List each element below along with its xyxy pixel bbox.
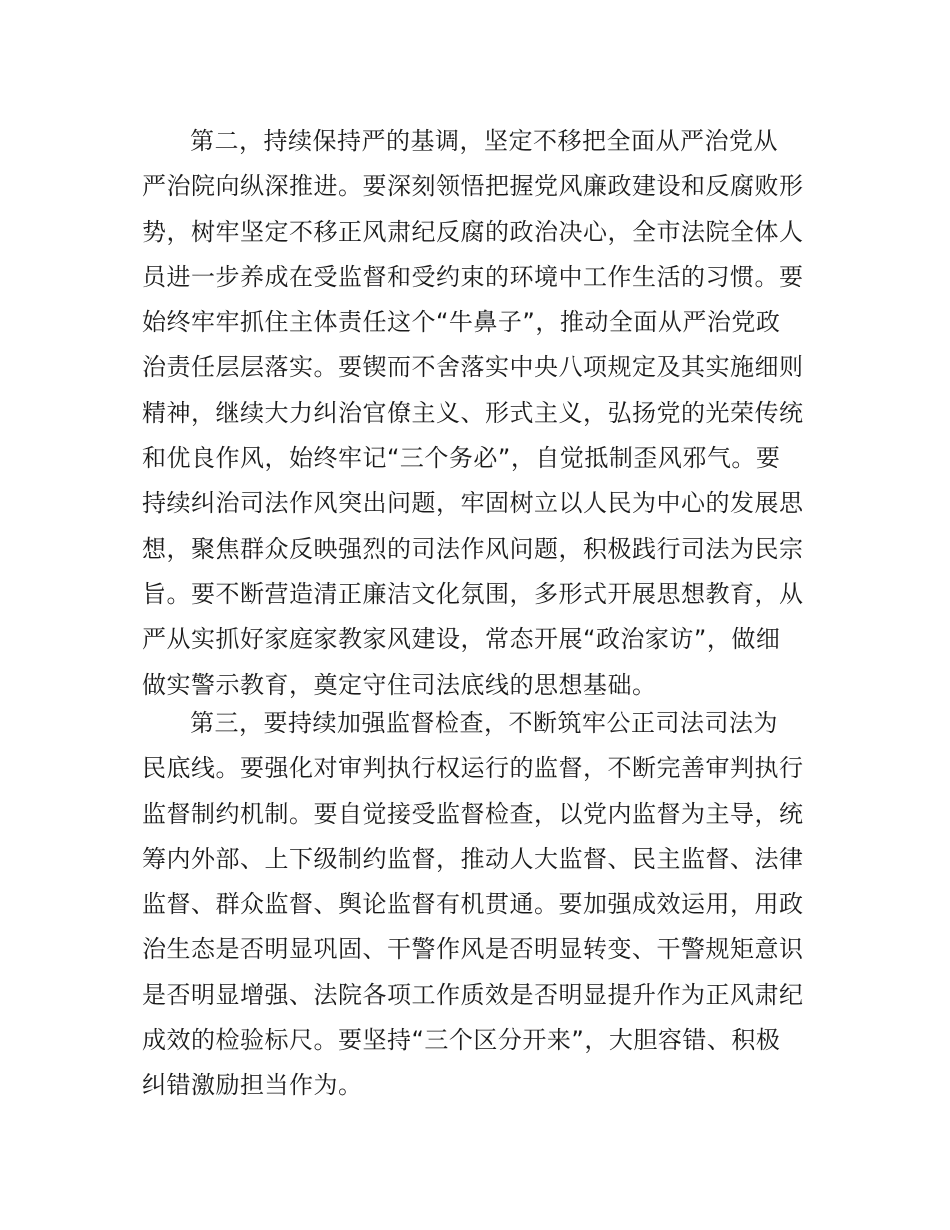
- paragraph-line: 筹内外部、上下级制约监督，推动人大监督、民主监督、法律: [142, 844, 804, 873]
- paragraph-line: 纠错激励担当作为。: [142, 1071, 363, 1100]
- paragraph-line: 想，聚焦群众反映强烈的司法作风问题，积极践行司法为民宗: [142, 534, 804, 563]
- paragraph-line: 民底线。要强化对审判执行权运行的监督，不断完善审判执行: [142, 754, 804, 783]
- paragraph-line: 始终牢牢抓住主体责任这个“牛鼻子”，推动全面从严治党政: [142, 308, 781, 337]
- paragraph-line: 旨。要不断营造清正廉洁文化氛围，多形式开展思想教育，从: [142, 579, 804, 608]
- paragraph-line: 持续纠治司法作风突出问题，牢固树立以人民为中心的发展思: [142, 489, 804, 518]
- paragraph-line: 治责任层层落实。要锲而不舍落实中央八项规定及其实施细则: [142, 353, 804, 382]
- paragraph-line: 员进一步养成在受监督和受约束的环境中工作生活的习惯。要: [142, 262, 804, 291]
- paragraph-line: 第二，持续保持严的基调，坚定不移把全面从严治党从: [190, 127, 778, 155]
- paragraph-line: 监督、群众监督、舆论监督有机贯通。要加强成效运用，用政: [142, 890, 804, 919]
- paragraph-line: 成效的检验标尺。要坚持“三个区分开来”，大胆容错、积极: [142, 1026, 781, 1055]
- paragraph-line: 和优良作风，始终牢记“三个务必”，自觉抵制歪风邪气。要: [142, 444, 781, 473]
- paragraph-second-point: [142, 119, 822, 708]
- paragraph-line: 势，树牢坚定不移正风肃纪反腐的政治决心，全市法院全体人: [142, 217, 804, 246]
- paragraph-line: 精神，继续大力纠治官僚主义、形式主义，弘扬党的光荣传统: [142, 398, 804, 427]
- paragraph-line: 治生态是否明显巩固、干警作风是否明显转变、干警规矩意识: [142, 935, 804, 964]
- paragraph-line: 监督制约机制。要自觉接受监督检查，以党内监督为主导，统: [142, 799, 804, 828]
- paragraph-line: 严治院向纵深推进。要深刻领悟把握党风廉政建设和反腐败形: [142, 172, 804, 201]
- paragraph-line: 是否明显增强、法院各项工作质效是否明显提升作为正风肃纪: [142, 980, 804, 1009]
- paragraph-third-point: [142, 701, 822, 1109]
- paragraph-line: 严从实抓好家庭家教家风建设，常态开展“政治家访”，做细: [142, 625, 781, 654]
- paragraph-line: 做实警示教育，奠定守住司法底线的思想基础。: [142, 670, 657, 699]
- paragraph-line: 第三，要持续加强监督检查，不断筑牢公正司法司法为: [190, 709, 778, 737]
